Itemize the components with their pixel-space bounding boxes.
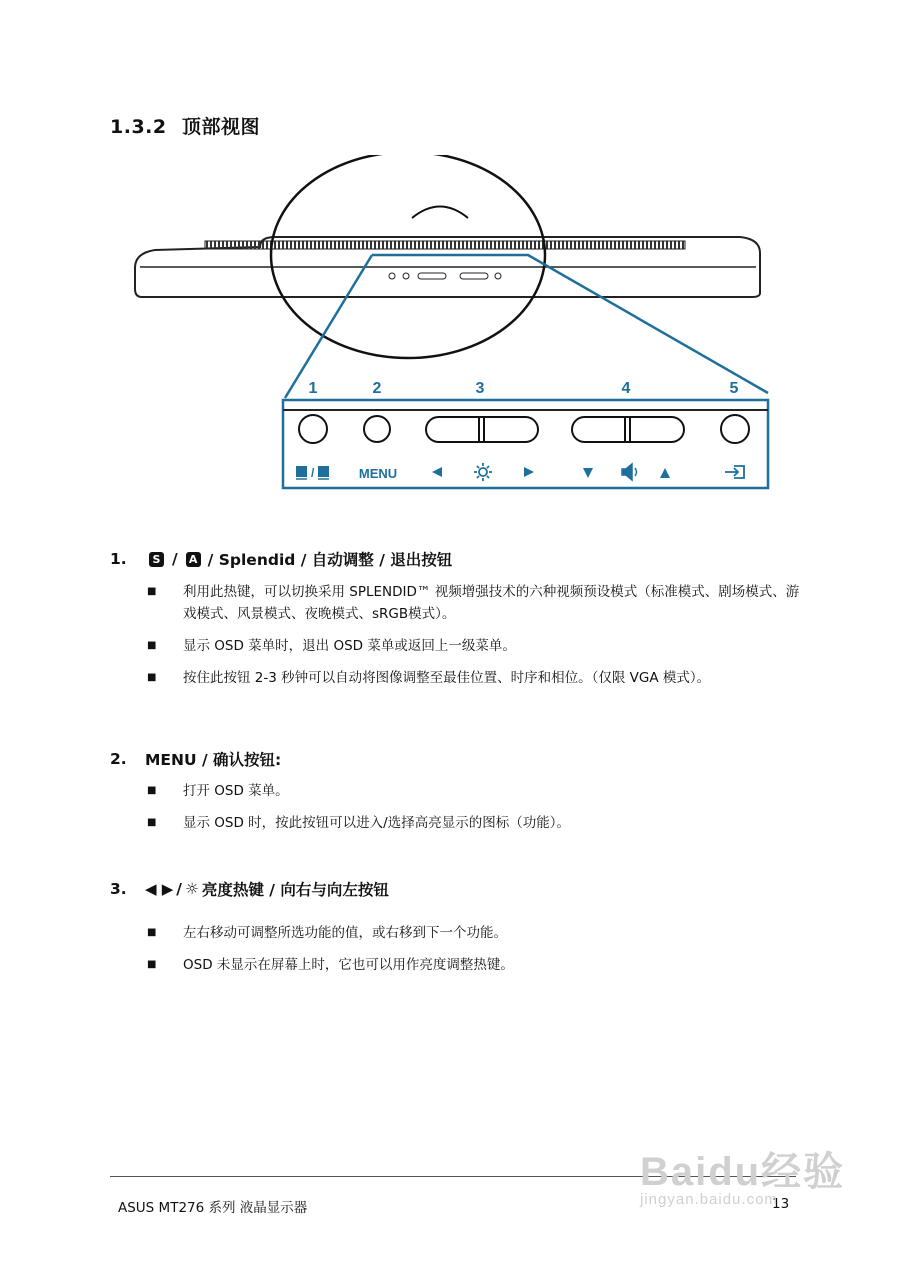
list-item: ■ 左右移动可调整所选功能的值，或右移到下一个功能。: [147, 925, 507, 941]
splendid-key-icon: S: [149, 552, 164, 567]
list-item: ■ 利用此热键，可以切换采用 SPLENDID™ 视频增强技术的六种视频预设模式（标准模式、剧场模式、游戏模式、风景模式、夜晚模式、sRGB模式）。: [147, 584, 800, 622]
vent-strip: [205, 241, 685, 249]
item-2-bullets: [147, 780, 807, 834]
item-title-text: MENU / 确认按钮:: [145, 751, 282, 769]
button-5: [721, 415, 749, 443]
item-2-title: [110, 748, 281, 770]
baidu-watermark: [640, 1140, 845, 1208]
svg-text:/: /: [311, 466, 315, 480]
list-item: ■ 显示 OSD 时，按此按钮可以进入/选择高亮显示的图标（功能）。: [147, 815, 570, 831]
arrow-keys-icon: ◀ ▶: [145, 880, 174, 898]
item-1-bullets: [147, 581, 807, 689]
item-title-text: / Splendid / 自动调整 / 退出按钮: [207, 551, 453, 569]
callout-5: 5: [729, 380, 739, 397]
monitor-button-strip: [389, 273, 501, 279]
callout-3: 3: [475, 380, 485, 397]
section-title: 顶部视图: [182, 116, 261, 138]
list-item: ■ 打开 OSD 菜单。: [147, 783, 289, 799]
callout-2: 2: [372, 380, 382, 397]
item-title-text: 亮度热键 / 向右与向左按钮: [201, 881, 389, 899]
auto-key-icon: A: [186, 552, 201, 567]
watermark-brand: Baidu经验: [640, 1150, 846, 1194]
item-1-title: [110, 548, 452, 570]
button-4: [572, 417, 684, 442]
button-3: [426, 417, 538, 442]
callout-4: 4: [621, 380, 631, 397]
monitor-top-view-diagram: [130, 155, 770, 495]
button-2: [364, 416, 390, 442]
button-1: [299, 415, 327, 443]
separator: /: [176, 880, 182, 898]
item-number: 2.: [110, 750, 127, 768]
list-item: ■ 显示 OSD 菜单时，退出 OSD 菜单或返回上一级菜单。: [147, 638, 516, 654]
page-number: 13: [772, 1196, 790, 1212]
watermark-url: jingyan.baidu.com: [640, 1191, 778, 1208]
section-heading: [110, 112, 260, 139]
item-number: 1.: [110, 550, 127, 568]
section-number: 1.3.2: [110, 116, 167, 138]
separator: /: [172, 550, 178, 568]
footer-product-name: ASUS MT276 系列 液晶显示器: [118, 1200, 308, 1216]
brightness-icon: ☼: [184, 880, 199, 898]
menu-label: MENU: [358, 466, 398, 481]
item-3-bullets: [147, 922, 807, 976]
item-number: 3.: [110, 880, 127, 898]
callout-1: 1: [308, 380, 318, 397]
list-item: ■ OSD 未显示在屏幕上时，它也可以用作亮度调整热键。: [147, 957, 514, 973]
item-3-title: [110, 878, 389, 900]
list-item: ■ 按住此按钮 2-3 秒钟可以自动将图像调整至最佳位置、时序和相位。（仅限 VGA 模式）。: [147, 670, 711, 686]
